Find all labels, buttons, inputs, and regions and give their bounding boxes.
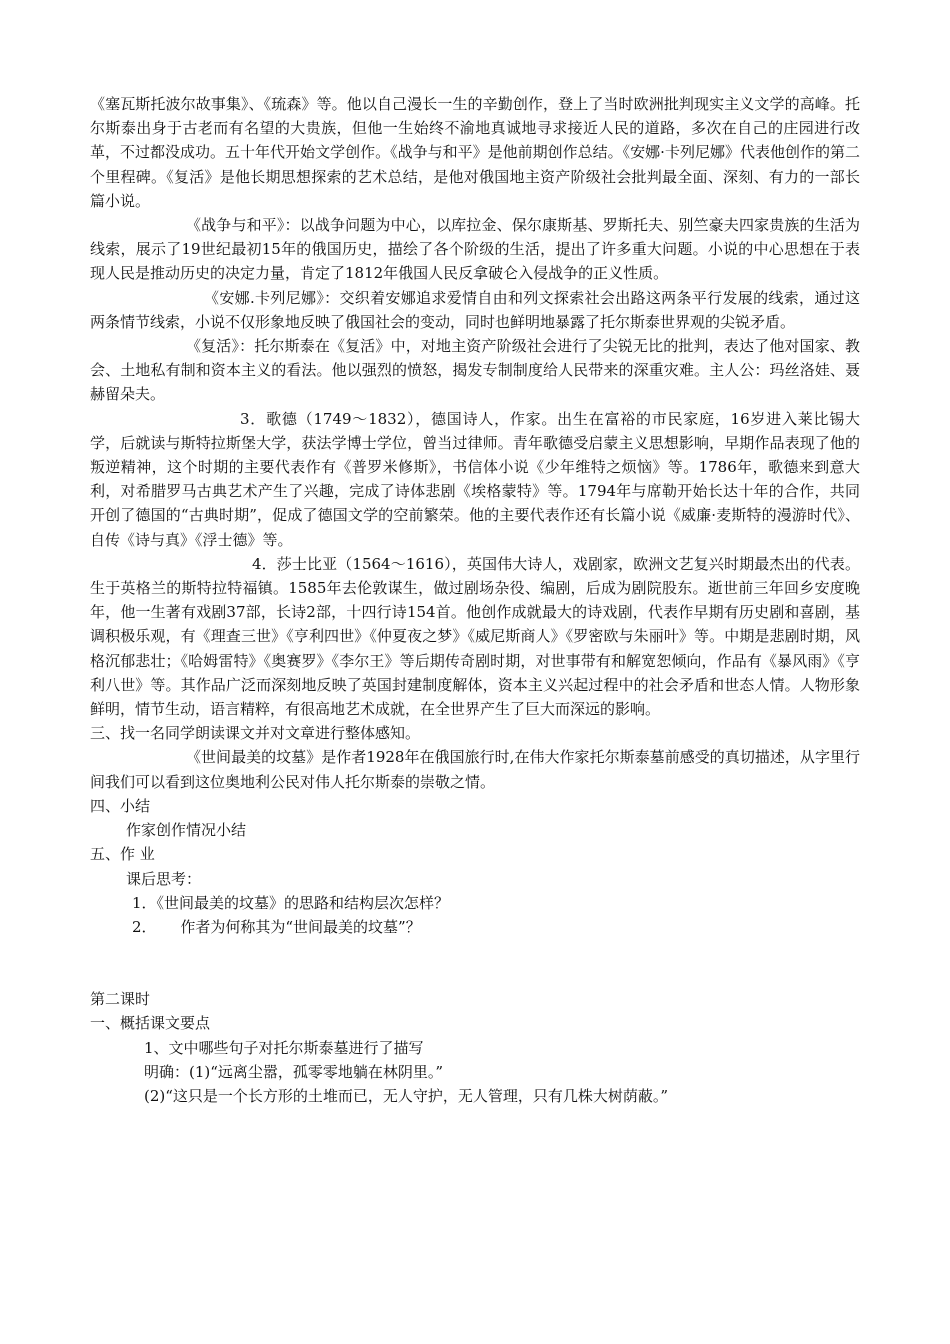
paragraph-tolstoy-intro: 《塞瓦斯托波尔故事集》、《琉森》等。他以自己漫长一生的辛勤创作，登上了当时欧洲批判现实主义文学的高峰。托尔斯泰出身于古老而有名望的大贵族，但他一生始终不渝地真诚地寻求接近人民的道路，多次在自己的庄园进行改革，不过都没成功。五十年代开始文学创作。《战争与和平》是他前期创作总结。《安娜·卡列尼娜》代表他创作的第二个里程碑。《复活》是他长期思想探索的艺术总结，是他对俄国地主资产阶级社会批判最全面、深刻、有力的一部长篇小说。 bbox=[90, 95, 860, 210]
paragraph-text-overview: 《世间最美的坟墓》是作者1928年在俄国旅行时,在伟大作家托尔斯泰墓前感受的真切描述，从字里行间我们可以看到这位奥地利公民对伟人托尔斯泰的崇敬之情。 bbox=[90, 748, 860, 791]
paragraph-shakespeare: 4．莎士比亚（1564～1616），英国伟大诗人，戏剧家，欧洲文艺复兴时期最杰出的代表。生于英格兰的斯特拉特福镇。1585年去伦敦谋生，做过剧场杂役、编剧，后成为剧院股东。逝世前三年回乡安度晚年，他一生著有戏剧37部，长诗2部，十四行诗154首。他创作成就最大的诗戏剧，代表作早期有历史剧和喜剧，基调积极乐观，有《理查三世》《亨利四世》《仲夏夜之梦》《威尼斯商人》《罗密欧与朱丽叶》等。中期是悲剧时期，风格沉郁悲壮；《哈姆雷特》《奥赛罗》《李尔王》等后期传奇剧时期，对世事带有和解宽恕倾向，作品有《暴风雨》《亨利八世》等。其作品广泛而深刻地反映了英国封建制度解体，资本主义兴起过程中的社会矛盾和世态人情。人物形象鲜明，情节生动，语言精粹，有很高地艺术成就，在全世界产生了巨大而深远的影响。 bbox=[90, 554, 860, 719]
answer-two: (2)“这只是一个长方形的土堆而已，无人守护，无人管理，只有几株大树荫蔽。” bbox=[144, 1086, 669, 1105]
paragraph-war-and-peace: 《战争与和平》：以战争问题为中心，以库拉金、保尔康斯基、罗斯托夫、别竺豪夫四家贵族的生活为线索，展示了19世纪最初15年的俄国历史，描绘了各个阶级的生活，提出了许多重大问题。小说的中心思想在于表现人民是推动历史的决定力量，肯定了1812年俄国人民反拿破仑入侵战争的正义性质。 bbox=[90, 216, 860, 283]
heading-summarize-points: 一、概括课文要点 bbox=[90, 1014, 211, 1033]
homework-question-2: 2． 作者为何称其为“世间最美的坟墓”？ bbox=[132, 917, 421, 936]
blank-gap bbox=[90, 939, 860, 987]
paragraph-resurrection: 《复活》：托尔斯泰在《复活》中，对地主资产阶级社会进行了尖锐无比的批判，表达了他对国家、教会、土地私有制和资本主义的看法。他以强烈的愤怒，揭发专制制度给人民带来的深重灾难。主人公：玛丝洛娃、聂赫留朵夫。 bbox=[90, 337, 860, 404]
answer-one: 明确：(1)“远离尘嚣，孤零零地躺在林阴里。” bbox=[144, 1062, 444, 1081]
heading-section-three: 三、找一名同学朗读课文并对文章进行整体感知。 bbox=[90, 724, 421, 743]
point-one: 1、文中哪些句子对托尔斯泰墓进行了描写 bbox=[144, 1038, 424, 1057]
summary-text: 作家创作情况小结 bbox=[126, 821, 247, 840]
heading-section-four: 四、小结 bbox=[90, 796, 151, 815]
homework-intro: 课后思考： bbox=[126, 869, 202, 888]
lesson-two-title: 第二课时 bbox=[90, 990, 151, 1009]
paragraph-goethe: 3．歌德（1749～1832），德国诗人，作家。出生在富裕的市民家庭，16岁进入莱比锡大学，后就读与斯特拉斯堡大学，获法学博士学位，曾当过律师。青年歌德受启蒙主义思想影响，早期作品表现了他的叛逆精神，这个时期的主要代表作有《普罗米修斯》，书信体小说《少年维特之烦恼》等。1786年，歌德来到意大利，对希腊罗马古典艺术产生了兴趣，完成了诗体悲剧《埃格蒙特》等。1794年与席勒开始长达十年的合作，共同开创了德国的“古典时期”，促成了德国文学的空前繁荣。他的主要代表作还有长篇小说《威廉·麦斯特的漫游时代》、自传《诗与真》《浮士德》等。 bbox=[90, 409, 860, 549]
homework-question-1: 1．《世间最美的坟墓》的思路和结构层次怎样？ bbox=[132, 893, 450, 912]
heading-section-five: 五、作 业 bbox=[90, 845, 155, 864]
paragraph-anna-karenina: 《安娜.卡列尼娜》：交织着安娜追求爱情自由和列文探索社会出路这两条平行发展的线索，通过这两条情节线索，小说不仅形象地反映了俄国社会的变动，同时也鲜明地暴露了托尔斯泰世界观的尖锐矛盾。 bbox=[90, 288, 860, 331]
